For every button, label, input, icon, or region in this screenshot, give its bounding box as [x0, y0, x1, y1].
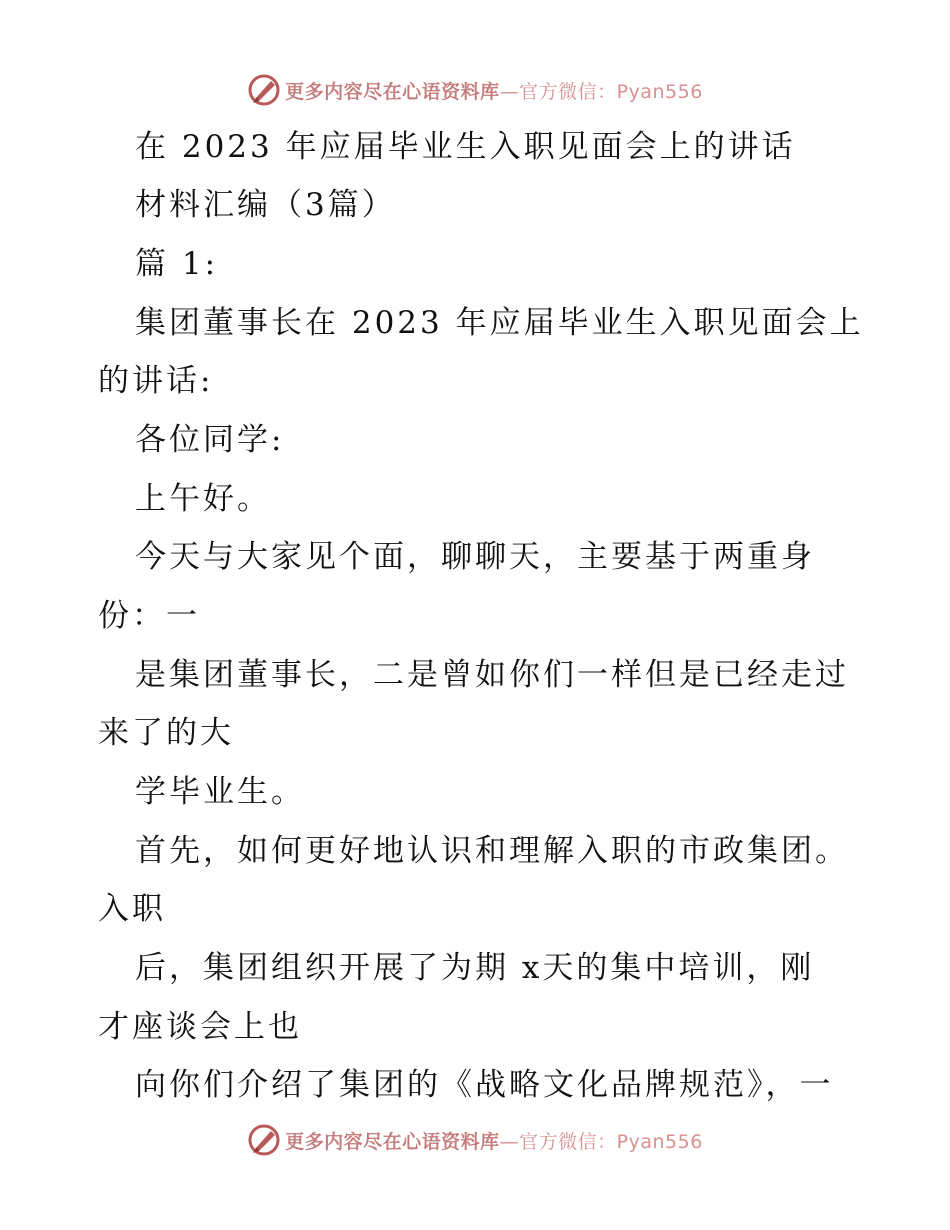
paragraph-line: 首先，如何更好地认识和理解入职的市政集团。	[135, 833, 849, 869]
paragraph-line: 后，集团组织开展了为期 x天的集中培训，刚	[135, 950, 815, 986]
paragraph-line: 入职	[98, 891, 166, 927]
paragraph-line: 是集团董事长，二是曾如你们一样但是已经走过	[135, 657, 849, 693]
watermark-footer	[0, 1120, 950, 1160]
paragraph-line: 来了的大	[98, 715, 234, 751]
pen-logo-icon	[247, 1123, 281, 1157]
salutation: 各位同学:	[135, 422, 285, 458]
paragraph-line: 学毕业生。	[135, 774, 305, 810]
greeting: 上午好。	[135, 481, 271, 517]
speech-title-line-2: 的讲话:	[98, 363, 214, 399]
watermark-main-text: 更多内容尽在心语资料库	[285, 1130, 500, 1153]
paragraph-line: 向你们介绍了集团的《战略文化品牌规范》，一	[135, 1067, 834, 1103]
speech-title-line-1: 集团董事长在 2023 年应届毕业生入职见面会上	[135, 305, 864, 341]
paragraph-line: 份：一	[98, 598, 200, 634]
pen-logo-icon	[247, 73, 281, 107]
watermark-main-text: 更多内容尽在心语资料库	[285, 80, 500, 103]
paragraph-line: 才座谈会上也	[98, 1009, 302, 1045]
paragraph-line: 今天与大家见个面，聊聊天，主要基于两重身	[135, 539, 815, 575]
document-title-line-1: 在 2023 年应届毕业生入职见面会上的讲话	[135, 129, 796, 165]
document-title-line-2: 材料汇编（3篇）	[135, 187, 396, 223]
section-heading: 篇 1:	[135, 246, 219, 282]
watermark-side-text: —官方微信：Pyan556	[499, 1130, 703, 1153]
watermark-side-text: —官方微信：Pyan556	[499, 80, 703, 103]
watermark-header	[0, 70, 950, 110]
